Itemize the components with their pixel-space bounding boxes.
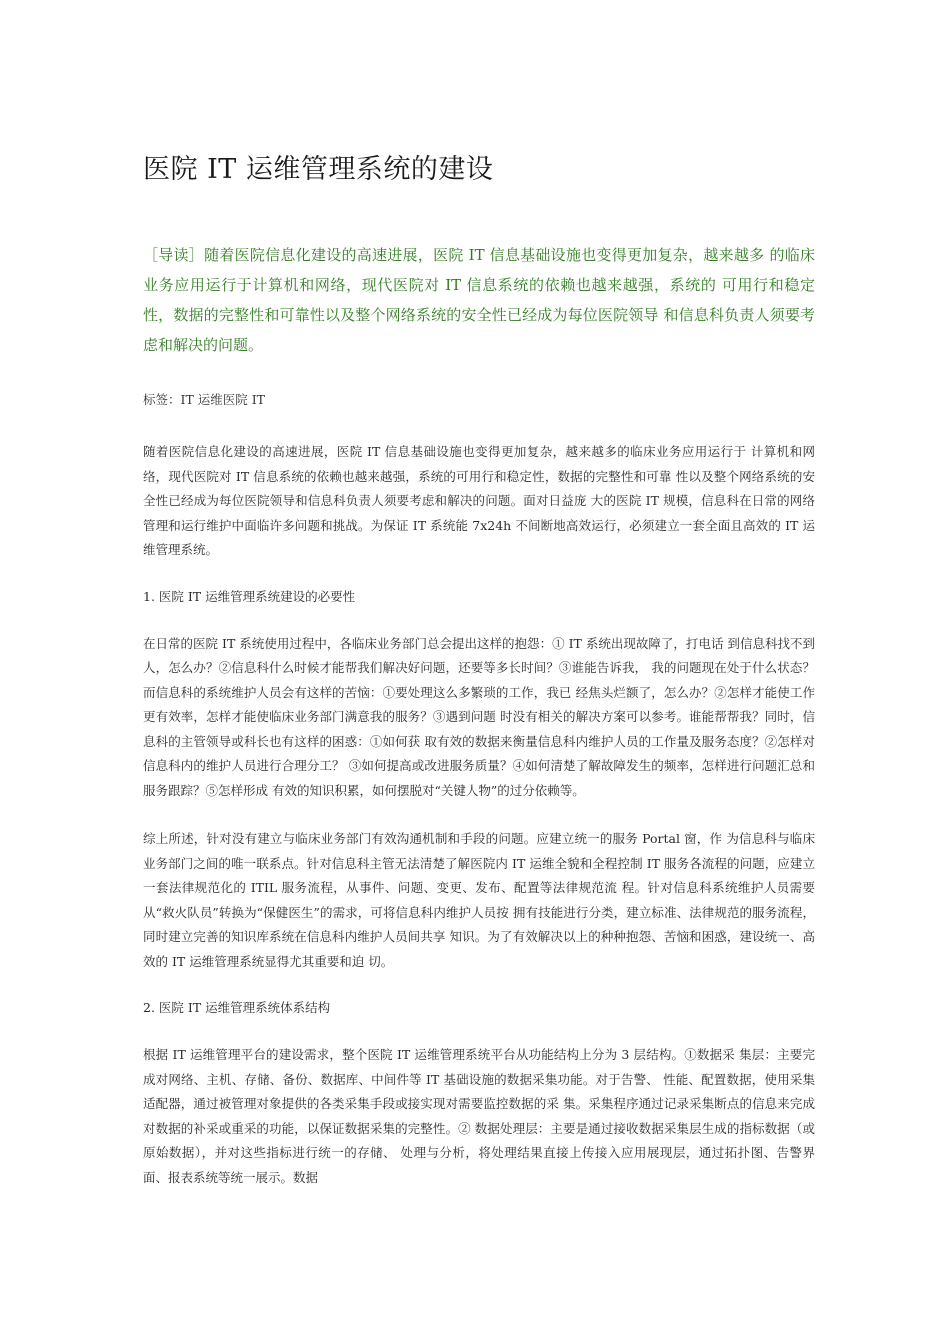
body-paragraph-3: 综上所述，针对没有建立与临床业务部门有效沟通机制和手段的问题。应建立统一的服务 Portal 窗，作 为信息科与临床业务部门之间的唯一联系点。针对信息科主管无法清楚了解医院内 IT 运维全貌和全程控制 IT 服务各流程的问题，应建立一套法律规范化的 ITIL 服务流程，从事件、问题、变更、发布、配置等法律规范流 程。针对信息科系统维护人员需要从“救火队员”转换为“保健医生”的需求，可将信息科内维护人员按 拥有技能进行分类，建立标准、法律规范的服务流程，同时建立完善的知识库系统在信息科内维护人员间共享 知识。为了有效解决以上的种种抱怨、苦恼和困惑，建设统一、高效的 IT 运维管理系统显得尤其重要和迫 切。: [143, 831, 815, 969]
intro-paragraph: ［导读］随着医院信息化建设的高速进展，医院 IT 信息基础设施也变得更加复杂，越来越多 的临床业务应用运行于计算机和网络，现代医院对 IT 信息系统的依赖也越来越强，系统的 可用行和稳定性，数据的完整性和可靠性以及整个网络系统的安全性已经成为每位医院领导 和信息科负责人须要考虑和解决的问题。: [143, 246, 815, 354]
section-heading-1: 1. 医院 IT 运维管理系统建设的必要性: [143, 588, 356, 604]
document-title: 医院 IT 运维管理系统的建设: [143, 154, 494, 185]
body-paragraph-2: 在日常的医院 IT 系统使用过程中，各临床业务部门总会提出这样的抱怨：① IT 系统出现故障了，打电话 到信息科找不到人，怎么办？②信息科什么时候才能帮我们解决好问题，还要等多长时间？③谁能告诉我， 我的问题现在处于什么状态？而信息科的系统维护人员会有这样的苦恼：①要处理这么多繁琐的工作，我已 经焦头烂额了，怎么办？②怎样才能使工作更有效率，怎样才能使临床业务部门满意我的服务？③遇到问题 时没有相关的解决方案可以参考。谁能帮帮我？同时，信息科的主管领导或科长也有这样的困惑：①如何获 取有效的数据来衡量信息科内维护人员的工作量及服务态度？②怎样对信息科内的维护人员进行合理分工？ ③如何提高或改进服务质量？④如何清楚了解故障发生的频率，怎样进行问题汇总和服务跟踪？⑤怎样形成 有效的知识积累，如何摆脱对“关键人物”的过分依赖等。: [143, 635, 815, 798]
document-page: [143, 150, 815, 1214]
section-heading-2: 2. 医院 IT 运维管理系统体系结构: [143, 1000, 331, 1015]
body-paragraph-1: 随着医院信息化建设的高速进展，医院 IT 信息基础设施也变得更加复杂，越来越多的临床业务应用运行于 计算机和网络，现代医院对 IT 信息系统的依赖也越来越强，系统的可用行和稳定性，数据的完整性和可靠 性以及整个网络系统的安全性已经成为每位医院领导和信息科负责人须要考虑和解决的问题。面对日益庞 大的医院 IT 规模，信息科在日常的网络管理和运行维护中面临许多问题和挑战。为保证 IT 系统能 7x24h 不间断地高效运行，必须建立一套全面且高效的 IT 运维管理系统。: [143, 444, 815, 557]
tags-line: 标签：IT 运维医院 IT: [143, 392, 265, 407]
body-paragraph-4: 根据 IT 运维管理平台的建设需求，整个医院 IT 运维管理系统平台从功能结构上分为 3 层结构。①数据采 集层：主要完成对网络、主机、存储、备份、数据库、中间件等 IT 基础设施的数据采集功能。对于告警、 性能、配置数据，使用采集适配器，通过被管理对象提供的各类采集手段或接实现对需要监控数据的采 集。采集程序通过记录采集断点的信息来完成对数据的补采或重采的功能，以保证数据采集的完整性。② 数据处理层：主要是通过接收数据采集层生成的指标数据（或原始数据），并对这些指标进行统一的存储、 处理与分析，将处理结果直接上传接入应用展现层，通过拓扑图、告警界面、报表系统等统一展示。数据: [143, 1047, 815, 1185]
